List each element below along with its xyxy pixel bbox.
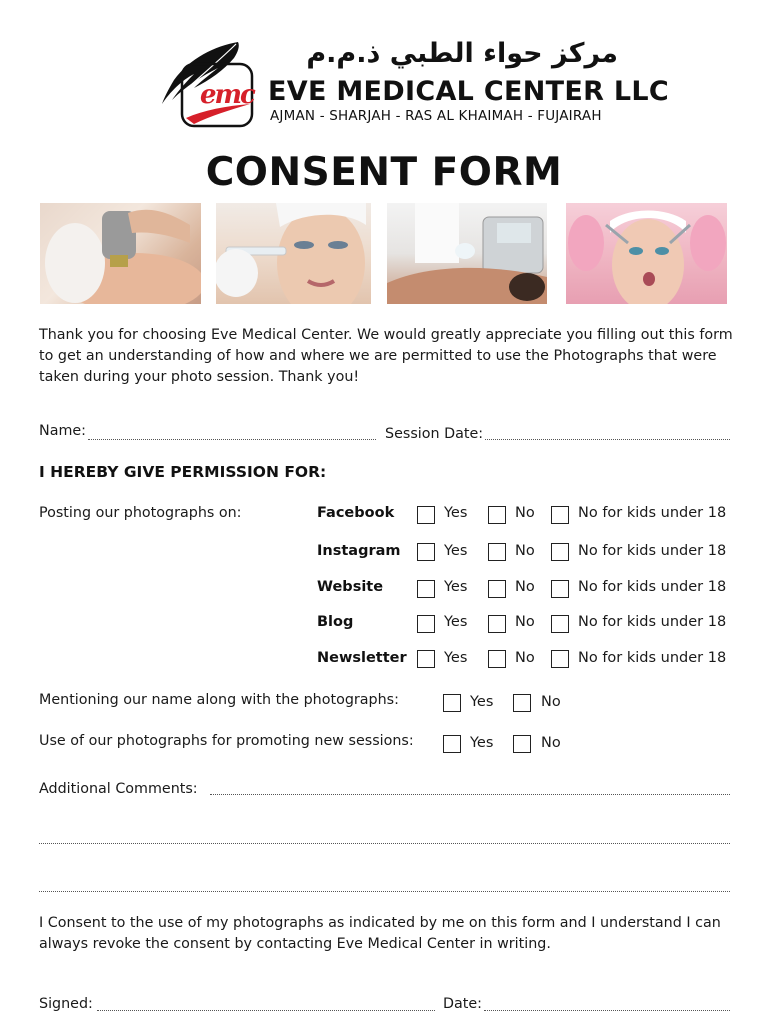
intro-paragraph: Thank you for choosing Eve Medical Center. We would greatly appreciate you filling out this form to get an understanding of how and where we are permitted to use the Photographs that were taken during your photo session. Thank you! <box>39 327 733 385</box>
posting-label: Posting our photographs on: <box>39 505 242 521</box>
promotion-no-checkbox[interactable] <box>513 735 531 753</box>
mention-name-no-checkbox[interactable] <box>513 694 531 712</box>
option-no-label: No <box>515 543 535 559</box>
session-date-label: Session Date: <box>385 426 484 442</box>
name-label: Name: <box>39 423 86 439</box>
blog-yes-checkbox[interactable] <box>417 615 435 633</box>
promotion-yes-checkbox[interactable] <box>443 735 461 753</box>
blog-no-kids-checkbox[interactable] <box>551 615 569 633</box>
option-no-kids-label: No for kids under 18 <box>578 614 727 630</box>
option-no-kids-label: No for kids under 18 <box>578 543 727 559</box>
date-field[interactable] <box>484 1010 730 1011</box>
treatment-photo-laser <box>40 203 201 304</box>
option-yes-label: Yes <box>444 614 468 630</box>
platform-blog-label: Blog <box>317 614 354 630</box>
facebook-no-kids-checkbox[interactable] <box>551 506 569 524</box>
option-yes-label: Yes <box>444 579 468 595</box>
instagram-yes-checkbox[interactable] <box>417 543 435 561</box>
facebook-yes-checkbox[interactable] <box>417 506 435 524</box>
promotion-label: Use of our photographs for promoting new sessions: <box>39 733 414 749</box>
blog-no-checkbox[interactable] <box>488 615 506 633</box>
comments-line-1[interactable] <box>210 794 730 795</box>
option-yes-label: Yes <box>444 543 468 559</box>
website-yes-checkbox[interactable] <box>417 580 435 598</box>
permission-heading: I HEREBY GIVE PERMISSION FOR: <box>39 463 327 481</box>
instagram-no-kids-checkbox[interactable] <box>551 543 569 561</box>
option-no-label: No <box>515 579 535 595</box>
mention-name-yes-checkbox[interactable] <box>443 694 461 712</box>
treatment-photo-facial <box>566 203 727 304</box>
form-title: CONSENT FORM <box>205 150 563 195</box>
branch-locations: AJMAN - SHARJAH - RAS AL KHAIMAH - FUJAIRAH <box>270 108 602 124</box>
newsletter-no-kids-checkbox[interactable] <box>551 650 569 668</box>
option-yes-label: Yes <box>444 505 468 521</box>
eve-medical-logo <box>160 40 256 130</box>
option-yes-label: Yes <box>444 650 468 666</box>
signed-label: Signed: <box>39 996 93 1012</box>
comments-line-2[interactable] <box>39 843 730 844</box>
comments-label: Additional Comments: <box>39 781 198 797</box>
mention-name-label: Mentioning our name along with the photographs: <box>39 692 399 708</box>
name-field[interactable] <box>88 439 376 440</box>
option-yes-label: Yes <box>470 735 494 751</box>
logo-monogram: emc <box>200 80 254 110</box>
facebook-no-checkbox[interactable] <box>488 506 506 524</box>
platform-instagram-label: Instagram <box>317 543 401 559</box>
website-no-kids-checkbox[interactable] <box>551 580 569 598</box>
option-no-kids-label: No for kids under 18 <box>578 579 727 595</box>
newsletter-no-checkbox[interactable] <box>488 650 506 668</box>
session-date-field[interactable] <box>485 439 730 440</box>
option-no-label: No <box>515 614 535 630</box>
newsletter-yes-checkbox[interactable] <box>417 650 435 668</box>
option-no-label: No <box>515 650 535 666</box>
date-label: Date: <box>443 996 482 1012</box>
option-no-label: No <box>541 735 561 751</box>
option-no-label: No <box>515 505 535 521</box>
option-no-kids-label: No for kids under 18 <box>578 650 727 666</box>
signature-field[interactable] <box>97 1010 435 1011</box>
option-no-label: No <box>541 694 561 710</box>
platform-facebook-label: Facebook <box>317 505 395 521</box>
comments-line-3[interactable] <box>39 891 730 892</box>
treatment-photo-device <box>387 203 547 304</box>
website-no-checkbox[interactable] <box>488 580 506 598</box>
option-yes-label: Yes <box>470 694 494 710</box>
company-name: EVE MEDICAL CENTER LLC <box>268 76 670 107</box>
consent-statement: I Consent to the use of my photographs as indicated by me on this form and I understand I can always revoke the consent by contacting Eve Medical Center in writing. <box>39 915 721 952</box>
treatment-photo-injection <box>216 203 371 304</box>
instagram-no-checkbox[interactable] <box>488 543 506 561</box>
platform-website-label: Website <box>317 579 384 595</box>
arabic-company-name: مركز حواء الطبي ذ.م.م <box>306 38 618 69</box>
option-no-kids-label: No for kids under 18 <box>578 505 727 521</box>
platform-newsletter-label: Newsletter <box>317 650 407 666</box>
